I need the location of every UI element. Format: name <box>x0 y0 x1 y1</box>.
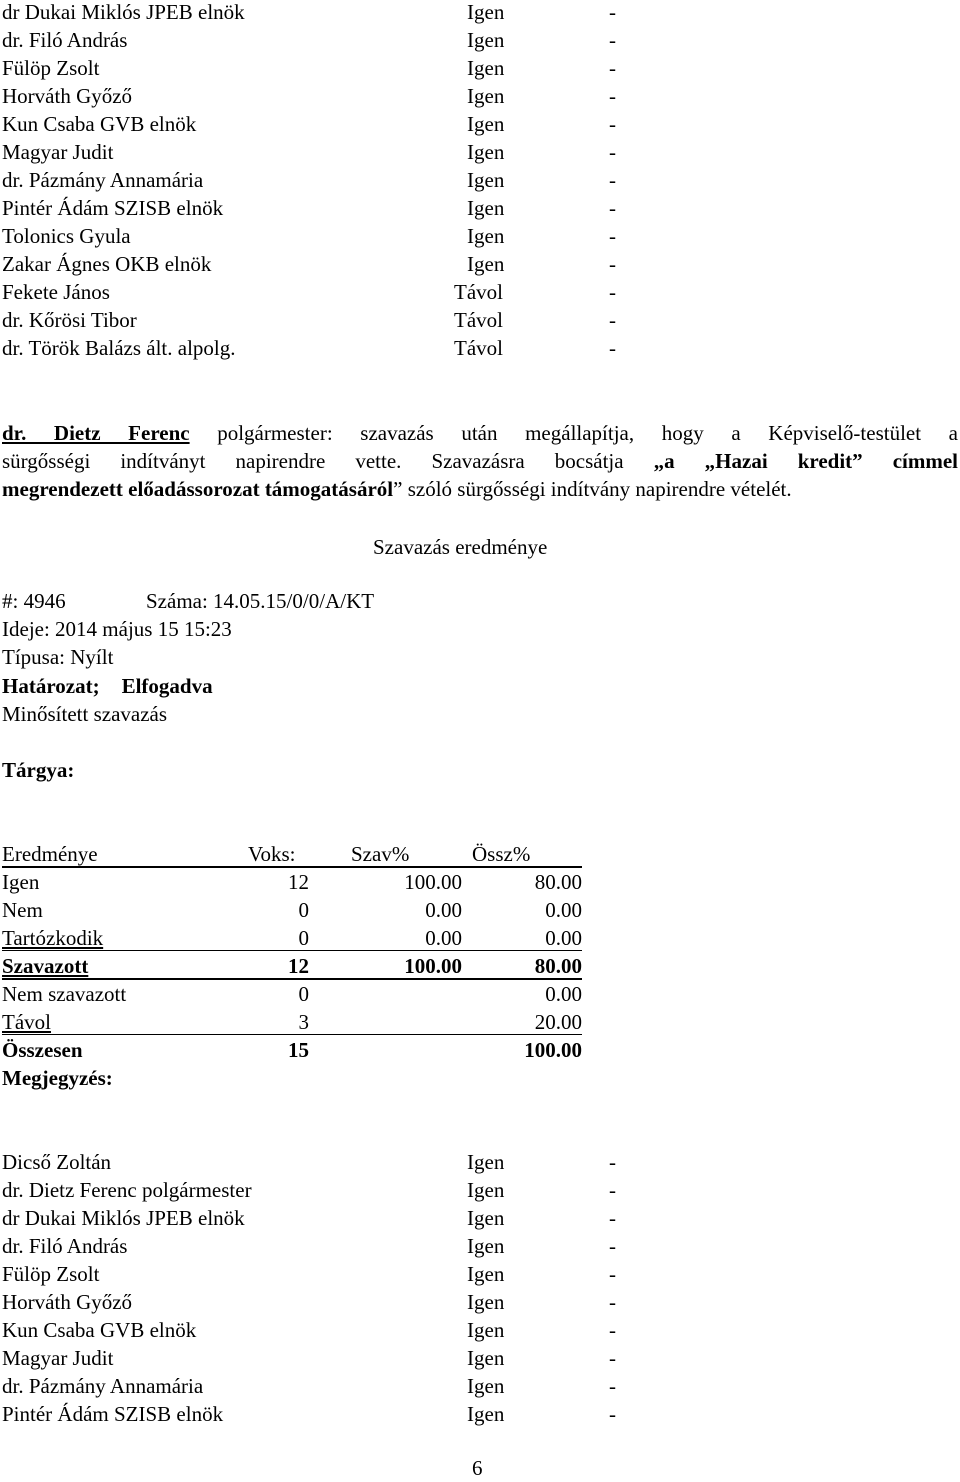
member-mark: - <box>609 280 616 304</box>
member-mark: - <box>609 1374 616 1398</box>
paragraph-line-3 <box>2 475 958 503</box>
member-name: Magyar Judit <box>2 1346 114 1370</box>
result-cell-votes: 0 <box>298 898 309 922</box>
member-name: dr. Pázmány Annamária <box>2 1374 204 1398</box>
member-mark: - <box>609 1290 616 1314</box>
result-cell-label: Tartózkodik <box>2 926 104 950</box>
decision-line <box>2 672 213 700</box>
member-vote: Igen <box>467 56 505 80</box>
result-cell-votes: 0 <box>298 926 309 950</box>
qualified-vote: Minősített szavazás <box>2 702 168 726</box>
member-name: Dicső Zoltán <box>2 1150 112 1174</box>
member-name: Horváth Győző <box>2 1290 133 1314</box>
paragraph-text: polgármester: szavazás után megállapítja, hogy a Képviselő-testület a <box>189 421 958 445</box>
result-cell-label: Összesen <box>2 1038 83 1062</box>
vote-type: Típusa: Nyílt <box>2 645 114 669</box>
member-name: Fülöp Zsolt <box>2 1262 100 1286</box>
result-cell-szav: 100.00 <box>404 870 462 894</box>
member-vote: Igen <box>467 1150 505 1174</box>
result-row <box>2 924 582 951</box>
member-name: dr. Török Balázs ált. alpolg. <box>2 336 236 360</box>
paragraph-text: ” szóló sürgősségi indítvány napirendre vételét. <box>393 477 792 501</box>
member-mark: - <box>609 84 616 108</box>
member-mark: - <box>609 252 616 276</box>
member-vote: Igen <box>467 224 505 248</box>
page-number: 6 <box>472 1456 483 1480</box>
member-mark: - <box>609 1262 616 1286</box>
result-row <box>2 868 582 896</box>
member-vote: Távol <box>454 336 503 360</box>
member-name: dr. Filó András <box>2 1234 128 1258</box>
member-name: Kun Csaba GVB elnök <box>2 112 197 136</box>
result-cell-votes: 12 <box>288 954 309 978</box>
result-row <box>2 896 582 924</box>
member-mark: - <box>609 1318 616 1342</box>
subject-title: „a „Hazai kredit” címmel <box>653 449 958 473</box>
member-name: dr Dukai Miklós JPEB elnök <box>2 1206 245 1230</box>
paragraph-text: sürgősségi indítványt napirendre vette. Szavazásra bocsátja <box>2 449 654 473</box>
vote-reference: Száma: 14.05.15/0/0/A/KT <box>146 589 375 613</box>
subject-label: Tárgya: <box>2 758 75 782</box>
result-cell-ossz: 0.00 <box>545 982 582 1006</box>
member-name: Pintér Ádám SZISB elnök <box>2 196 224 220</box>
member-name: Tolonics Gyula <box>2 224 131 248</box>
result-cell-ossz: 80.00 <box>534 954 582 978</box>
result-row <box>2 1036 582 1064</box>
result-cell-szav: 100.00 <box>404 954 462 978</box>
result-table-header <box>2 840 582 868</box>
decision-paragraph <box>2 419 958 503</box>
member-mark: - <box>609 168 616 192</box>
member-mark: - <box>609 112 616 136</box>
member-vote: Igen <box>467 28 505 52</box>
decision-label: Határozat; <box>2 674 100 698</box>
subject-title-cont: megrendezett előadássorozat támogatásáról <box>2 477 394 501</box>
member-mark: - <box>609 196 616 220</box>
result-row <box>2 952 582 980</box>
result-cell-label: Igen <box>2 870 40 894</box>
result-cell-szav: 0.00 <box>425 898 462 922</box>
member-name: dr Dukai Miklós JPEB elnök <box>2 0 245 24</box>
member-vote: Igen <box>467 196 505 220</box>
member-vote: Igen <box>467 1374 505 1398</box>
member-vote: Igen <box>467 1234 505 1258</box>
result-cell-votes: 3 <box>298 1010 309 1034</box>
result-cell-votes: 12 <box>288 870 309 894</box>
member-name: Fekete János <box>2 280 110 304</box>
member-vote: Igen <box>467 1206 505 1230</box>
result-row <box>2 980 582 1008</box>
member-name: Zakar Ágnes OKB elnök <box>2 252 212 276</box>
member-mark: - <box>609 224 616 248</box>
member-vote: Igen <box>467 112 505 136</box>
member-mark: - <box>609 336 616 360</box>
member-vote: Igen <box>467 1318 505 1342</box>
member-vote: Igen <box>467 252 505 276</box>
result-cell-ossz: 0.00 <box>545 898 582 922</box>
member-vote: Igen <box>467 1178 505 1202</box>
result-cell-ossz: 100.00 <box>524 1038 582 1062</box>
member-vote: Igen <box>467 140 505 164</box>
member-mark: - <box>609 1234 616 1258</box>
member-vote: Igen <box>467 0 505 24</box>
decision-value: Elfogadva <box>121 674 213 698</box>
col-header-ossz: Össz% <box>472 842 531 866</box>
member-name: Magyar Judit <box>2 140 114 164</box>
result-row <box>2 1008 582 1035</box>
result-cell-label: Nem szavazott <box>2 982 127 1006</box>
member-name: Pintér Ádám SZISB elnök <box>2 1402 224 1426</box>
result-cell-ossz: 80.00 <box>534 870 582 894</box>
member-mark: - <box>609 1206 616 1230</box>
note-label: Megjegyzés: <box>2 1066 113 1090</box>
result-cell-label: Nem <box>2 898 43 922</box>
col-header-szav: Szav% <box>351 842 410 866</box>
member-mark: - <box>609 308 616 332</box>
member-vote: Igen <box>467 1402 505 1426</box>
member-mark: - <box>609 1402 616 1426</box>
member-mark: - <box>609 1346 616 1370</box>
member-mark: - <box>609 0 616 24</box>
member-vote: Igen <box>467 1290 505 1314</box>
result-cell-label: Távol <box>2 1010 51 1034</box>
member-vote: Igen <box>467 168 505 192</box>
member-mark: - <box>609 1178 616 1202</box>
result-cell-votes: 15 <box>288 1038 309 1062</box>
member-name: dr. Dietz Ferenc polgármester <box>2 1178 252 1202</box>
member-name: Horváth Győző <box>2 84 133 108</box>
result-heading: Szavazás eredménye <box>373 535 548 559</box>
result-cell-ossz: 20.00 <box>534 1010 582 1034</box>
member-name: dr. Filó András <box>2 28 128 52</box>
paragraph-line-2 <box>2 447 958 475</box>
col-header-result: Eredménye <box>2 842 98 866</box>
member-name: dr. Pázmány Annamária <box>2 168 204 192</box>
member-name: Kun Csaba GVB elnök <box>2 1318 197 1342</box>
speaker-name: dr. Dietz Ferenc <box>2 421 190 445</box>
member-mark: - <box>609 28 616 52</box>
member-vote: Igen <box>467 84 505 108</box>
member-vote: Igen <box>467 1262 505 1286</box>
member-mark: - <box>609 140 616 164</box>
paragraph-line-1 <box>2 419 958 447</box>
vote-date: Ideje: 2014 május 15 15:23 <box>2 617 232 641</box>
member-mark: - <box>609 1150 616 1174</box>
result-cell-votes: 0 <box>298 982 309 1006</box>
member-name: Fülöp Zsolt <box>2 56 100 80</box>
vote-number: #: 4946 <box>2 589 66 613</box>
result-cell-ossz: 0.00 <box>545 926 582 950</box>
member-name: dr. Kőrösi Tibor <box>2 308 137 332</box>
member-vote: Igen <box>467 1346 505 1370</box>
member-vote: Távol <box>454 308 503 332</box>
result-cell-label: Szavazott <box>2 954 89 978</box>
member-mark: - <box>609 56 616 80</box>
member-vote: Távol <box>454 280 503 304</box>
col-header-votes: Voks: <box>248 842 296 866</box>
result-cell-szav: 0.00 <box>425 926 462 950</box>
